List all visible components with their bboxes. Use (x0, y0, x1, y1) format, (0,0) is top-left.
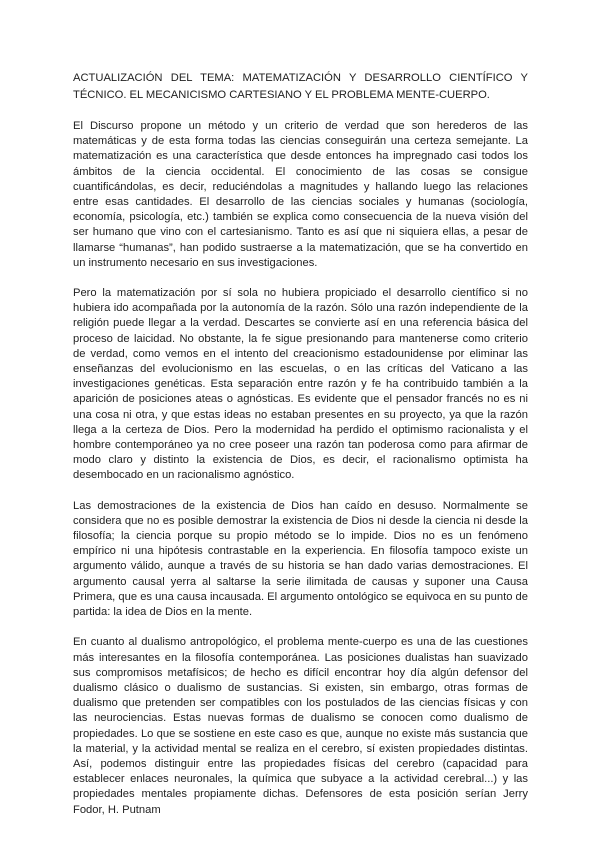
document-title: ACTUALIZACIÓN DEL TEMA: MATEMATIZACIÓN Y DESARROLLO CIENTÍFICO Y TÉCNICO. EL MECANICISMO CARTESIANO Y EL PROBLEMA MENTE-CUERPO. (73, 72, 528, 101)
document-body (73, 70, 528, 833)
paragraph-dualismo-antropologico: En cuanto al dualismo antropológico, el problema mente-cuerpo es una de las cuestiones más interesantes en la filosofía contemporánea. Las posiciones dualistas han suavizado sus compromisos metafísicos; de hecho es difícil encontrar hoy día algún defensor del dualismo clásico o dualismo de sustancias. Si existen, sin embargo, otras formas de dualismo que pretenden ser compatibles con los postulados de las ciencias físicas y con las neurociencias. Estas nuevas formas de dualismo se conocen como dualismo de propiedades. Lo que se sostiene en este caso es que, aunque no existe más sustancia que la material, y la actividad mental se realiza en el cerebro, sí existen propiedades distintas. Así, podemos distinguir entre las propiedades físicas del cerebro (capacidad para establecer enlaces neuronales, la química que subyace a la actividad cerebral...) y las propiedades mentales propiamente dichas. Defensores de esta posición serían Jerry Fodor, H. Putnam (73, 636, 528, 816)
paragraph-discurso-matematizacion: El Discurso propone un método y un criterio de verdad que son herederos de las matemáticas y de esta forma todas las ciencias conseguirán una certeza semejante. La matematización es una característica que desde entonces ha impregnado casi todos los ámbitos de la ciencia occidental. El conocimiento de las cosas se consigue cuantificándolas, es decir, reduciéndolas a magnitudes y hallando luego las relaciones entre esas cantidades. El desarrollo de las ciencias sociales y humanas (sociología, economía, psicología, etc.) también se explica como consecuencia de la nueva visión del ser humano que vino con el cartesianismo. Tanto es así que ni siquiera ellas, a pesar de llamarse “humanas”, han podido sustraerse a la matematización, que se ha convertido en un instrumento necesario en sus investigaciones. (73, 120, 528, 269)
paragraph-autonomia-razon: Pero la matematización por sí sola no hubiera propiciado el desarrollo científico si no hubiera ido acompañada por la autonomía de la razón. Sólo una razón independiente de la religión puede llegar a la verdad. Descartes se convierte así en una referencia básica del proceso de laicidad. No obstante, la fe sigue presionando para mantenerse como criterio de verdad, como vemos en el intento del creacionismo estadounidense por eliminar las enseñanzas del evolucionismo en las escuelas, o en las críticas del Vaticano a las investigaciones genéticas. Esta separación entre razón y fe ha contribuido también a la aparición de posiciones ateas o agnósticas. Es evidente que el pensador francés no es ni una cosa ni otra, y que estas ideas no estaban presentes en su proyecto, ya que la razón llega a la certeza de Dios. Pero la modernidad ha perdido el optimismo racionalista y el hombre contemporáneo ya no cree poseer una razón tan poderosa como para afirmar de modo claro y distinto la existencia de Dios, es decir, el racionalismo optimista ha desembocado en un racionalismo agnóstico. (73, 287, 528, 482)
paragraph-demostraciones-dios: Las demostraciones de la existencia de Dios han caído en desuso. Normalmente se considera que no es posible demostrar la existencia de Dios ni desde la ciencia ni desde la filosofía; la ciencia porque su propio método se lo impide. Dios no es un fenómeno empírico ni una hipótesis contrastable en la experiencia. En filosofía tampoco existe un argumento válido, aunque a través de su historia se han dado varias demostraciones. El argumento causal yerra al saltarse la serie ilimitada de causas y suponer una Causa Primera, que es una causa incausada. El argumento ontológico se equivoca en su punto de partida: la idea de Dios en la mente. (73, 499, 528, 619)
